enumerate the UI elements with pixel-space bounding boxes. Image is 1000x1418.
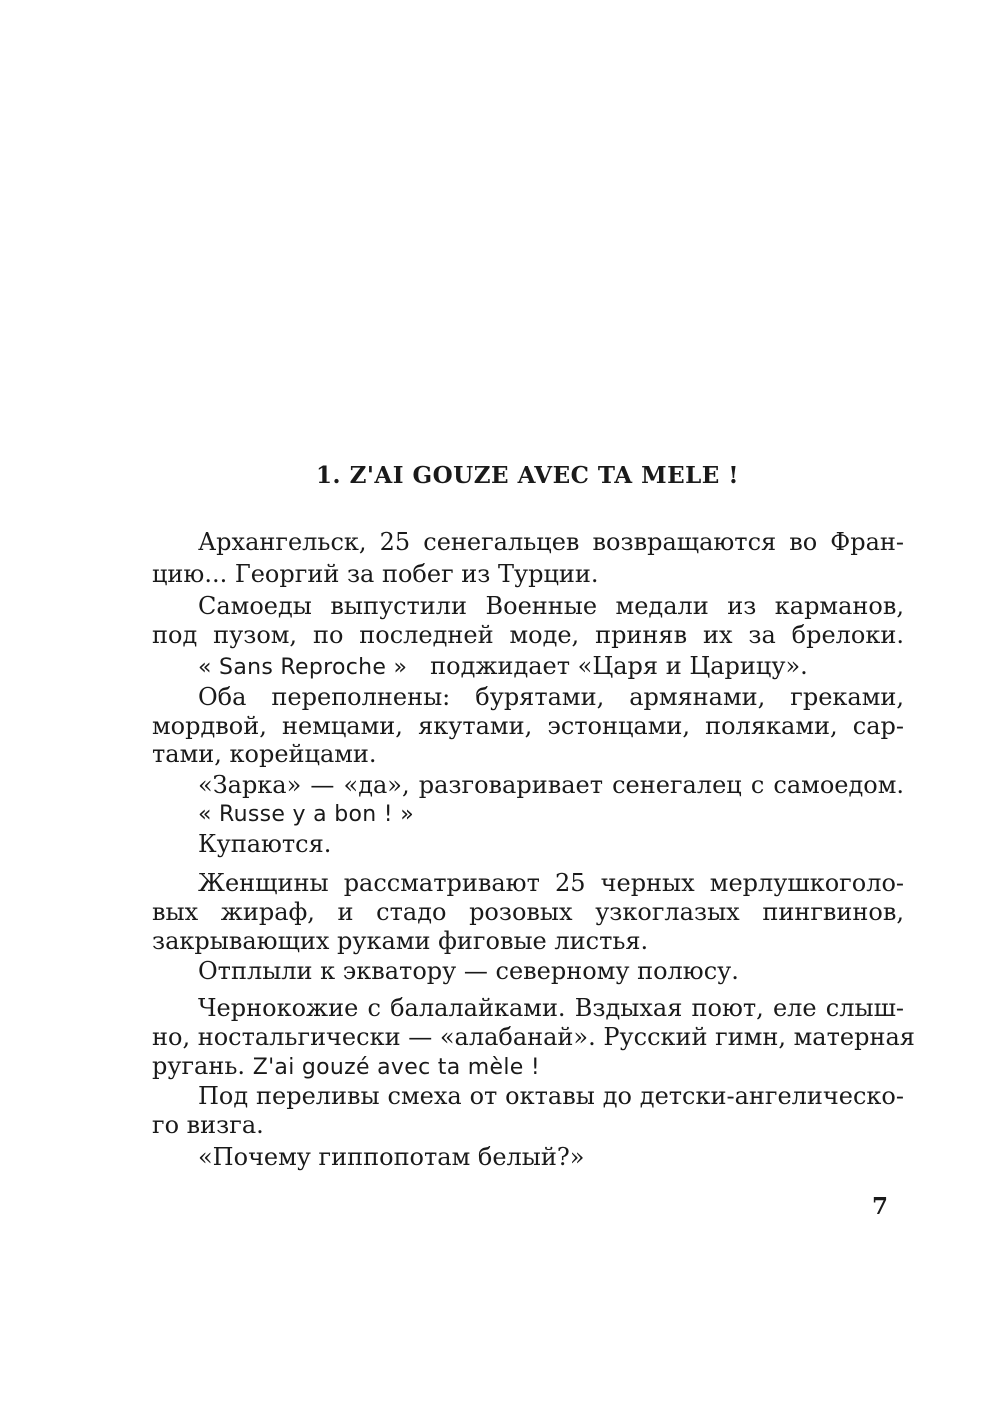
text-line: Чернокожие с балалайками. Вздыхая поют, еле слыш-	[198, 994, 904, 1022]
text-fragment: поджидает «Царя и Царицу».	[430, 652, 808, 680]
text-fragment: ругань.	[152, 1052, 246, 1080]
text-line: под пузом, по последней моде, приняв их за брелоки.	[152, 621, 904, 649]
text-line	[152, 1050, 904, 1082]
latin-phrase: « Sans Reproche »	[198, 655, 408, 680]
latin-phrase: Z'ai gouzé avec ta mèle !	[252, 1055, 541, 1080]
chapter-heading: 1. Z'AI GOUZE AVEC TA MELE !	[316, 462, 739, 489]
text-line: Под переливы смеха от октавы до детски-ангелическо-	[198, 1082, 904, 1110]
text-line: тами, корейцами.	[152, 740, 377, 768]
text-line	[198, 797, 904, 829]
text-line: Женщины рассматривают 25 черных мерлушкоголо-	[198, 869, 904, 897]
text-line: го визга.	[152, 1111, 264, 1139]
text-line: Оба переполнены: бурятами, армянами, греками,	[198, 683, 904, 711]
text-line: Самоеды выпустили Военные медали из карманов,	[198, 592, 904, 620]
text-line: мордвой, немцами, якутами, эстонцами, поляками, сар-	[152, 712, 904, 740]
text-line: Архангельск, 25 сенегальцев возвращаются во Фран-	[198, 528, 904, 556]
text-line: но, ностальгически — «алабанай». Русский гимн, матерная	[152, 1023, 915, 1051]
text-line: закрывающих руками фиговые листья.	[152, 927, 649, 955]
text-line: цию... Георгий за побег из Турции.	[152, 560, 599, 588]
text-line: Купаются.	[198, 830, 332, 858]
text-line	[198, 650, 904, 682]
text-line: «Почему гиппопотам белый?»	[198, 1143, 585, 1171]
page-number: 7	[872, 1193, 889, 1220]
text-line: вых жираф, и стадо розовых узкоглазых пингвинов,	[152, 898, 904, 926]
latin-phrase: « Russe y a bon ! »	[198, 802, 414, 827]
text-line: «Зарка» — «да», разговаривает сенегалец с самоедом.	[198, 771, 904, 799]
text-line: Отплыли к экватору — северному полюсу.	[198, 957, 739, 985]
